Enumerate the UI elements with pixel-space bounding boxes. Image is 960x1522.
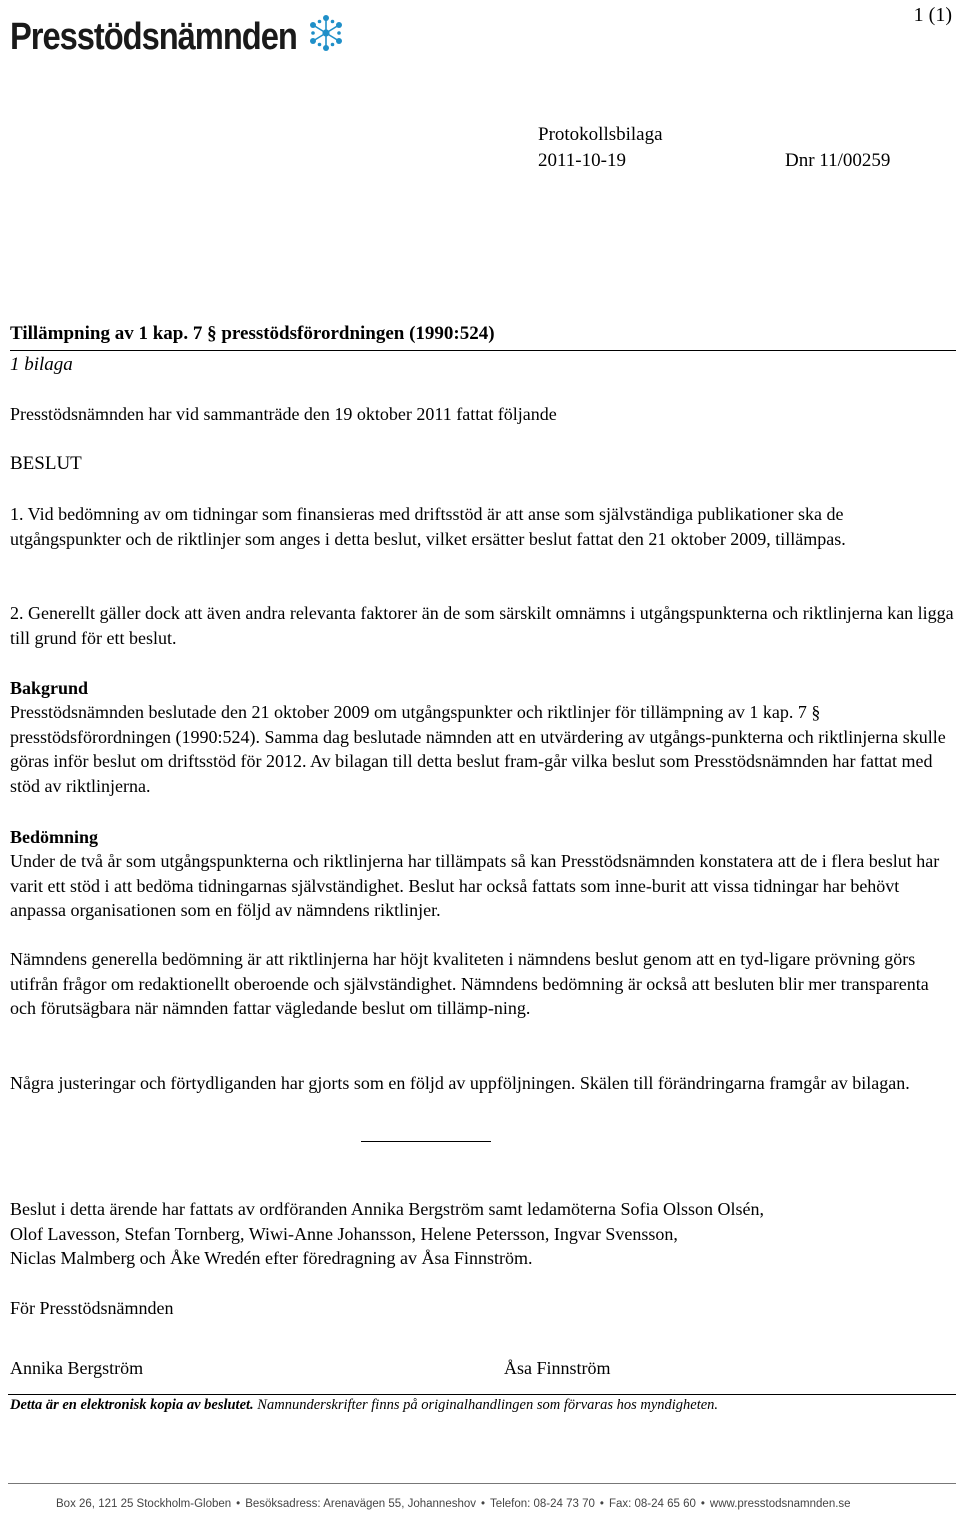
document-type: Protokollsbilaga xyxy=(538,124,663,145)
bedomning-paragraph-2: Nämndens generella bedömning är att riktlinjerna har höjt kvaliteten i nämndens beslut genom att en tyd-ligare prövning görs utifrån frågor om redaktionellt oberoende och självständighet. Nämndens bedömning är också att besluten blir mer transparenta och förutsägbara när nämnden fattar vägledande beslut om tillämp-ning. xyxy=(10,949,929,1018)
registration-number: Dnr 11/00259 xyxy=(785,150,891,171)
decision-line-1: Beslut i detta ärende har fattats av ordföranden Annika Bergström samt ledamöterna Sofia Olsson Olsén, xyxy=(10,1199,764,1219)
decision-makers xyxy=(10,1197,956,1271)
section-divider xyxy=(361,1141,491,1142)
signer-1: Annika Bergström xyxy=(10,1358,144,1378)
page-number: 1 (1) xyxy=(913,4,952,26)
bullet-icon: • xyxy=(700,1498,705,1510)
signature-for-label: För Presstödsnämnden xyxy=(10,1298,174,1318)
footer-fax: Fax: 08-24 65 60 xyxy=(608,1498,696,1510)
footer xyxy=(56,1498,906,1510)
decision-point-2: 2. Generellt gäller dock att även andra relevanta faktorer än de som särskilt omnämns i utgångspunkterna och riktlinjerna kan ligga till grund för ett beslut. xyxy=(10,603,954,648)
bedomning-heading: Bedömning xyxy=(10,827,99,847)
decision-point-1: 1. Vid bedömning av om tidningar som finansieras med driftsstöd är att anse som självständiga publikationer ska de utgångspunkter och de riktlinjer som anges i detta beslut, vilket ersätter beslut fattat den 21 oktober 2009, tillämpas. xyxy=(10,504,846,549)
copy-note-rest: Namnunderskrifter finns på originalhandlingen som förvaras hos myndigheten. xyxy=(253,1397,719,1413)
footer-visit-address: Besöksadress: Arenavägen 55, Johanneshov xyxy=(245,1498,477,1510)
copy-note-bold: Detta är en elektronisk kopia av beslutet. xyxy=(10,1397,254,1413)
footer-website-link[interactable]: www.presstodsnamnden.se xyxy=(709,1498,851,1510)
electronic-copy-note xyxy=(10,1397,718,1414)
bedomning-paragraph-1: Under de två år som utgångspunkterna och riktlinjerna har tillämpats så kan Presstödsnämnden konstatera att de i flera beslut har varit ett stöd i att bedöma tidningarnas självständighet. Beslut har också fattats som inne-burit att vissa tidningar har behövt anpassa organisationen som en följd av nämndens riktlinjer. xyxy=(10,851,940,920)
bakgrund-heading: Bakgrund xyxy=(10,678,89,698)
title-divider xyxy=(10,350,956,351)
document-date: 2011-10-19 xyxy=(538,150,626,171)
signature-divider xyxy=(8,1394,956,1395)
attachment-note: 1 bilaga xyxy=(10,354,73,375)
decision-line-3: Niclas Malmberg och Åke Wredén efter föredragning av Åsa Finnström. xyxy=(10,1248,533,1268)
bullet-icon: • xyxy=(236,1498,241,1510)
bullet-icon: • xyxy=(481,1498,486,1510)
footer-address: Box 26, 121 25 Stockholm-Globen xyxy=(56,1498,232,1510)
footer-divider xyxy=(8,1483,956,1484)
logo xyxy=(10,14,343,64)
intro-text: Presstödsnämnden har vid sammanträde den 19 oktober 2011 fattat följande xyxy=(10,404,557,424)
logo-text: Presstödsnämnden xyxy=(10,16,297,58)
signer-2: Åsa Finnström xyxy=(504,1358,611,1378)
decision-line-2: Olof Lavesson, Stefan Tornberg, Wiwi-Anne Johansson, Helene Petersson, Ingvar Svensson, xyxy=(10,1223,678,1244)
bedomning-paragraph-3: Några justeringar och förtydliganden har gjorts som en följd av uppföljningen. Skälen till förändringarna framgår av bilagan. xyxy=(10,1073,910,1093)
bullet-icon: • xyxy=(599,1498,604,1510)
footer-phone: Telefon: 08-24 73 70 xyxy=(490,1498,595,1510)
bakgrund-text: Presstödsnämnden beslutade den 21 oktober 2009 om utgångspunkter och riktlinjer för tillämpning av 1 kap. 7 § presstödsförordningen (1990:524). Samma dag beslutade nämnden att en utvärdering av utgångs-punkterna och riktlinjerna skulle göras inför beslut om driftsstöd för 2012. Av bilagan till detta beslut fram-går vilka beslut som Presstödsnämnden har fattat med stöd av riktlinjerna. xyxy=(10,702,946,796)
document-title: Tillämpning av 1 kap. 7 § presstödsförordningen (1990:524) xyxy=(10,323,495,344)
beslut-heading: BESLUT xyxy=(10,453,82,474)
logo-snowflake-icon xyxy=(308,14,344,52)
